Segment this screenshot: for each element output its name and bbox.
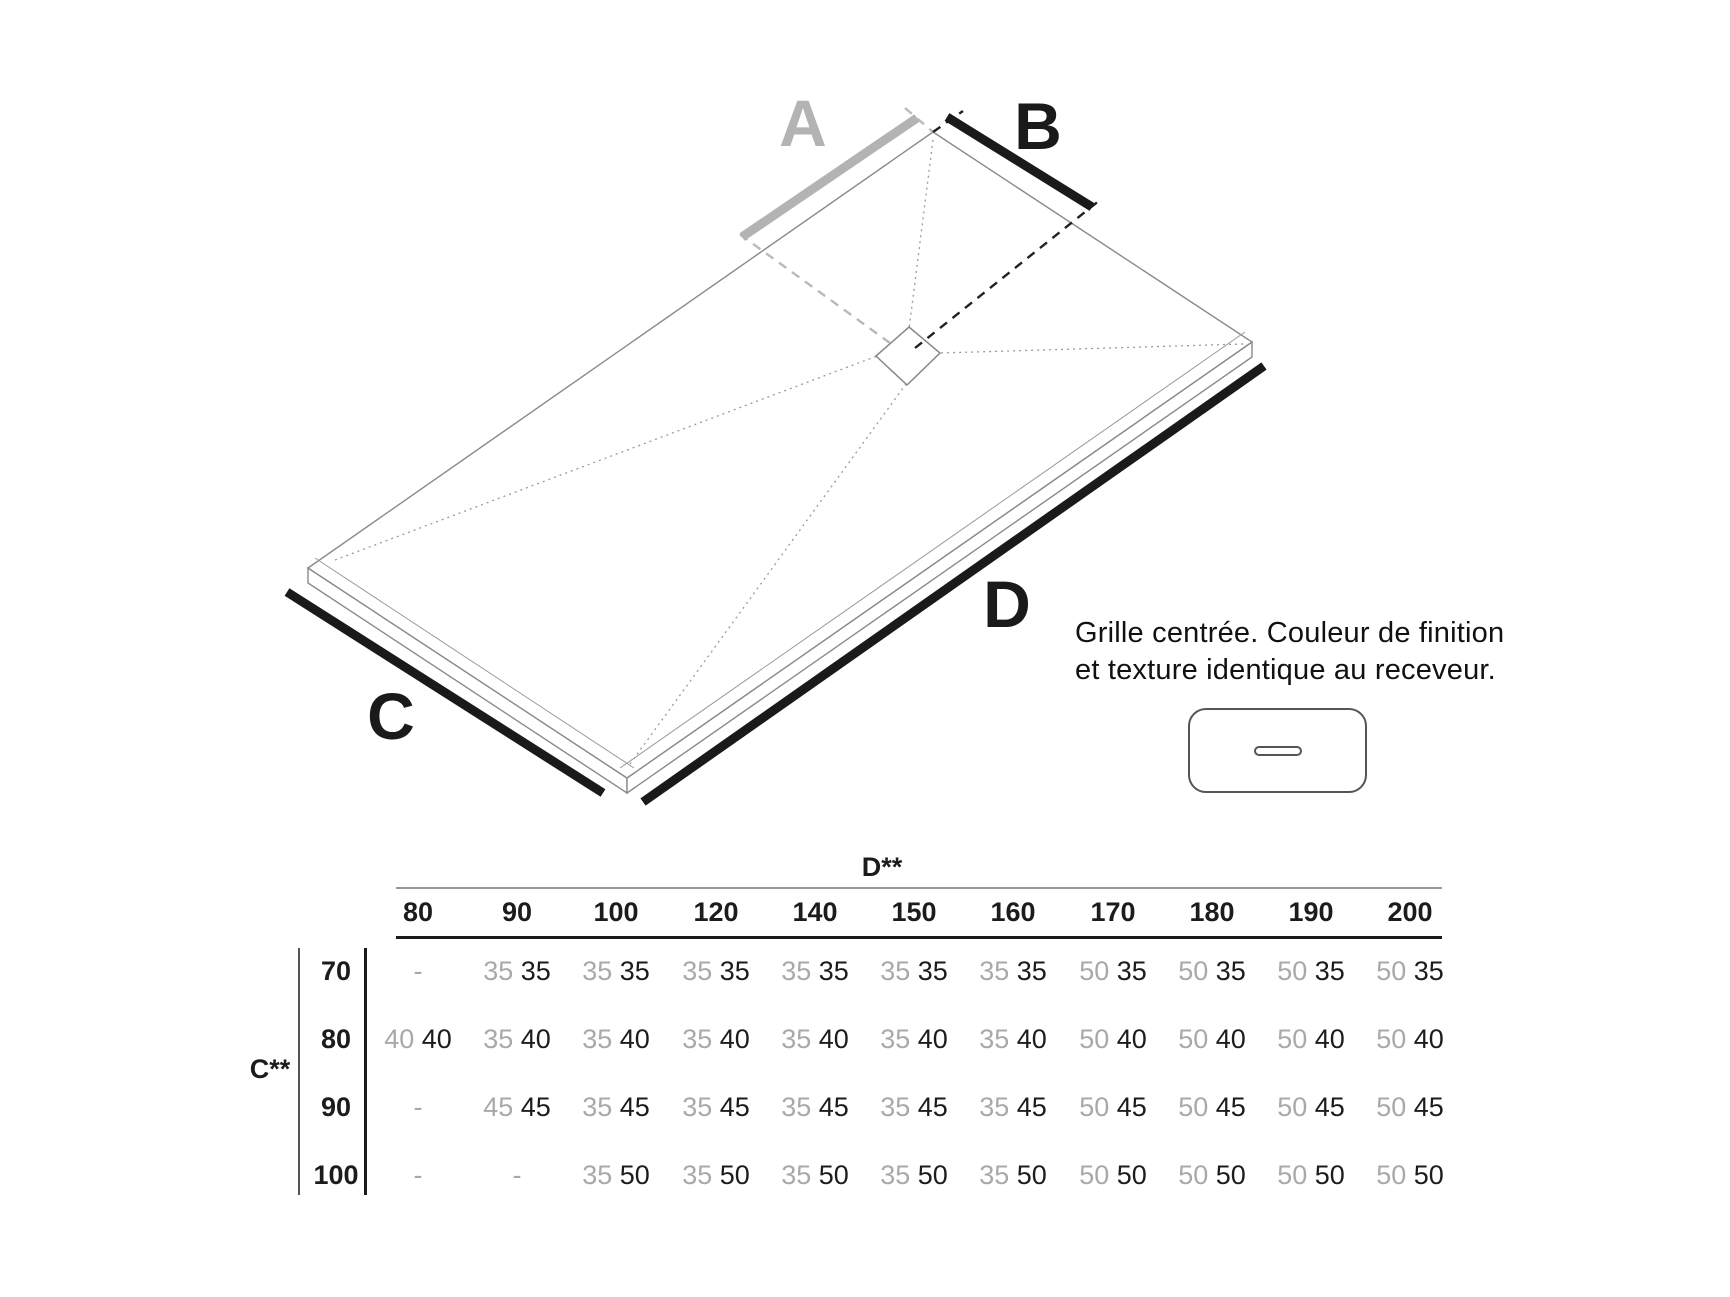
no-size-dash: - (413, 956, 423, 986)
cell-value-black: 50 (1413, 1160, 1444, 1190)
cell-value-black: 45 (619, 1092, 650, 1122)
cell-value-black: 45 (818, 1092, 849, 1122)
table-cell (765, 1024, 865, 1055)
table-cell (566, 956, 666, 987)
cell-value-black: 40 (520, 1024, 551, 1054)
cell-value-black: 40 (1016, 1024, 1047, 1054)
table-cell (1360, 1160, 1460, 1191)
table-cell (864, 956, 964, 987)
column-header-d: 140 (792, 897, 838, 927)
cell-value-gray: 50 (1376, 956, 1407, 986)
table-cell (1360, 1092, 1460, 1123)
cell-value-gray: 40 (384, 1024, 415, 1054)
cell-value-black: 35 (1314, 956, 1345, 986)
cell-value-black: 45 (1314, 1092, 1345, 1122)
cell-value-gray: 35 (682, 1092, 713, 1122)
cell-value-gray: 35 (979, 1092, 1010, 1122)
table-cell (368, 956, 468, 987)
cell-value-black: 35 (619, 956, 650, 986)
table-cell (467, 1160, 567, 1191)
table-cell (566, 1092, 666, 1123)
table-cell (963, 1160, 1063, 1191)
table-cell (1162, 1092, 1262, 1123)
dimension-label-d: D (983, 567, 1031, 641)
cell-value-black: 45 (917, 1092, 948, 1122)
table-cell (1261, 1092, 1361, 1123)
column-header-d: 200 (1387, 897, 1433, 927)
table-cell (864, 1160, 964, 1191)
column-header-d: 120 (693, 897, 739, 927)
cell-value-gray: 50 (1277, 1160, 1308, 1190)
cell-value-gray: 35 (880, 956, 911, 986)
table-cell (1162, 956, 1262, 987)
cell-value-gray: 35 (979, 1024, 1010, 1054)
cell-value-gray: 50 (1178, 956, 1209, 986)
cell-value-gray: 35 (880, 1024, 911, 1054)
table-cell (467, 1024, 567, 1055)
cell-value-gray: 50 (1277, 956, 1308, 986)
cell-value-gray: 50 (1376, 1024, 1407, 1054)
cell-value-black: 50 (917, 1160, 948, 1190)
grille-note-line1: Grille centrée. Couleur de finition (1075, 617, 1505, 649)
cell-value-black: 40 (818, 1024, 849, 1054)
cell-value-gray: 35 (781, 1160, 812, 1190)
cell-value-gray: 35 (682, 1024, 713, 1054)
cell-value-gray: 50 (1079, 956, 1110, 986)
table-cell (1063, 1092, 1163, 1123)
cell-value-black: 45 (520, 1092, 551, 1122)
table-cell (864, 1024, 964, 1055)
table-cell (467, 956, 567, 987)
table-cell (1063, 956, 1163, 987)
cell-value-gray: 50 (1376, 1160, 1407, 1190)
table-d-header: D** (861, 852, 903, 882)
table-cell (1162, 1160, 1262, 1191)
table-cell (1063, 1160, 1163, 1191)
no-size-dash: - (413, 1092, 423, 1122)
table-cell (1360, 1024, 1460, 1055)
cell-value-black: 40 (719, 1024, 750, 1054)
cell-value-black: 40 (1215, 1024, 1246, 1054)
cell-value-black: 35 (520, 956, 551, 986)
table-cell (963, 956, 1063, 987)
cell-value-black: 50 (818, 1160, 849, 1190)
row-header-c: 70 (320, 956, 352, 986)
table-cell (1063, 1024, 1163, 1055)
table-cell (963, 1024, 1063, 1055)
table-cell (765, 1092, 865, 1123)
table-cell (368, 1160, 468, 1191)
table-cell (566, 1024, 666, 1055)
table-header-rule (396, 936, 1442, 939)
cell-value-gray: 50 (1079, 1092, 1110, 1122)
cell-value-gray: 50 (1178, 1092, 1209, 1122)
cell-value-black: 35 (1215, 956, 1246, 986)
cell-value-black: 40 (917, 1024, 948, 1054)
no-size-dash: - (413, 1160, 423, 1190)
cell-value-gray: 35 (979, 1160, 1010, 1190)
cell-value-black: 45 (1413, 1092, 1444, 1122)
table-cell (368, 1092, 468, 1123)
column-header-d: 90 (501, 897, 533, 927)
row-header-c: 80 (320, 1024, 352, 1054)
cell-value-gray: 35 (582, 1160, 613, 1190)
cell-value-black: 40 (619, 1024, 650, 1054)
cell-value-gray: 35 (880, 1092, 911, 1122)
cell-value-gray: 35 (582, 1024, 613, 1054)
cell-value-gray: 50 (1079, 1160, 1110, 1190)
cell-value-gray: 50 (1178, 1160, 1209, 1190)
cell-value-black: 45 (1116, 1092, 1147, 1122)
cell-value-black: 40 (1116, 1024, 1147, 1054)
table-cell (864, 1092, 964, 1123)
table-cell (1360, 956, 1460, 987)
cell-value-black: 50 (1116, 1160, 1147, 1190)
cell-value-black: 50 (1016, 1160, 1047, 1190)
no-size-dash: - (512, 1160, 522, 1190)
table-top-rule (396, 887, 1442, 889)
table-cell (666, 1160, 766, 1191)
table-cell (566, 1160, 666, 1191)
cell-value-gray: 35 (781, 956, 812, 986)
cell-value-gray: 35 (682, 1160, 713, 1190)
cell-value-gray: 35 (582, 1092, 613, 1122)
cell-value-black: 35 (1413, 956, 1444, 986)
table-cell (1261, 956, 1361, 987)
cell-value-black: 40 (1314, 1024, 1345, 1054)
table-cell (765, 1160, 865, 1191)
column-header-d: 170 (1090, 897, 1136, 927)
cell-value-black: 50 (619, 1160, 650, 1190)
row-header-c: 100 (313, 1160, 359, 1190)
cell-value-gray: 35 (682, 956, 713, 986)
cell-value-gray: 35 (880, 1160, 911, 1190)
cell-value-gray: 50 (1079, 1024, 1110, 1054)
cell-value-black: 50 (1215, 1160, 1246, 1190)
table-cell (666, 1092, 766, 1123)
cell-value-black: 50 (1314, 1160, 1345, 1190)
cell-value-gray: 50 (1178, 1024, 1209, 1054)
table-cell (368, 1024, 468, 1055)
cell-value-gray: 35 (781, 1092, 812, 1122)
cell-value-black: 45 (719, 1092, 750, 1122)
dimension-label-a: A (779, 86, 827, 160)
column-header-d: 160 (990, 897, 1036, 927)
cell-value-black: 35 (1016, 956, 1047, 986)
dimension-label-c: C (367, 679, 415, 753)
cell-value-black: 50 (719, 1160, 750, 1190)
cell-value-gray: 50 (1376, 1092, 1407, 1122)
row-header-c: 90 (320, 1092, 352, 1122)
cell-value-gray: 35 (781, 1024, 812, 1054)
table-cell (666, 956, 766, 987)
table-c-header: C** (249, 1054, 291, 1084)
cell-value-black: 40 (421, 1024, 452, 1054)
column-header-d: 80 (402, 897, 434, 927)
cell-value-gray: 50 (1277, 1024, 1308, 1054)
cell-value-black: 35 (917, 956, 948, 986)
table-cell (1261, 1024, 1361, 1055)
column-header-d: 150 (891, 897, 937, 927)
table-cell (1162, 1024, 1262, 1055)
cell-value-black: 45 (1016, 1092, 1047, 1122)
cell-value-gray: 45 (483, 1092, 514, 1122)
grille-note-line2: et texture identique au receveur. (1075, 654, 1496, 686)
cell-value-gray: 50 (1277, 1092, 1308, 1122)
cell-value-gray: 35 (582, 956, 613, 986)
cell-value-gray: 35 (979, 956, 1010, 986)
column-header-d: 190 (1288, 897, 1334, 927)
table-cell (467, 1092, 567, 1123)
column-header-d: 180 (1189, 897, 1235, 927)
table-cell (963, 1092, 1063, 1123)
cell-value-black: 35 (818, 956, 849, 986)
cell-value-black: 40 (1413, 1024, 1444, 1054)
cell-value-black: 45 (1215, 1092, 1246, 1122)
cell-value-gray: 35 (483, 1024, 514, 1054)
table-cell (666, 1024, 766, 1055)
cell-value-black: 35 (719, 956, 750, 986)
cell-value-gray: 35 (483, 956, 514, 986)
dimension-label-b: B (1014, 89, 1062, 163)
table-left-rule (298, 948, 300, 1195)
cell-value-black: 35 (1116, 956, 1147, 986)
column-header-d: 100 (593, 897, 639, 927)
table-cell (1261, 1160, 1361, 1191)
table-cell (765, 956, 865, 987)
